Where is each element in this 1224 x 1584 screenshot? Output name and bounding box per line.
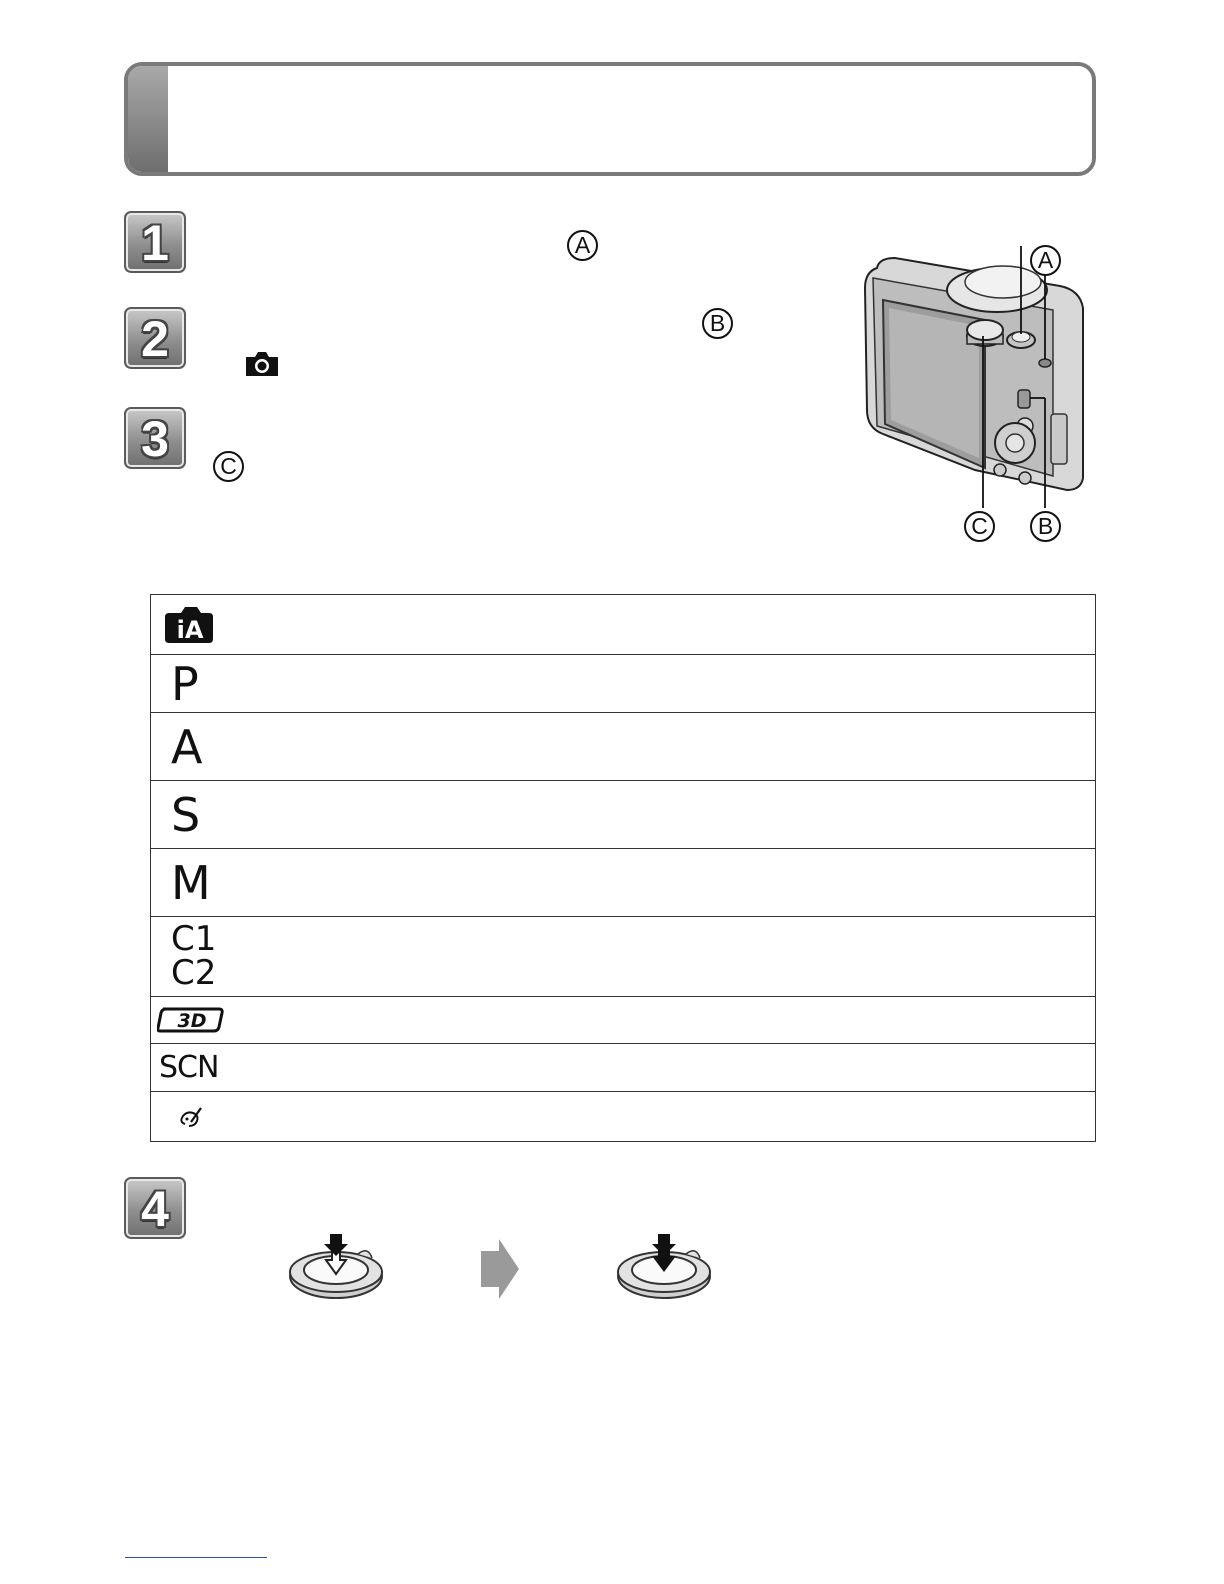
step-3-number: 3 xyxy=(141,411,169,467)
footer-link-underline[interactable] xyxy=(125,1557,267,1558)
mode-row-program xyxy=(151,655,1095,713)
callout-b-inline: B xyxy=(702,308,733,339)
3d-photo-icon xyxy=(157,997,227,1043)
scene-mode-icon: SCN xyxy=(159,1050,219,1085)
program-ae-icon: P xyxy=(171,656,199,711)
mode-row-scene xyxy=(151,1044,1095,1092)
mode-row-3d xyxy=(151,997,1095,1044)
step-4-number: 4 xyxy=(141,1181,169,1237)
manual-exposure-icon: M xyxy=(171,855,211,910)
svg-text:3D: 3D xyxy=(177,1010,207,1032)
intelligent-auto-icon xyxy=(157,595,227,654)
camera-illustration xyxy=(855,238,1095,548)
mode-row-intelligent-auto xyxy=(151,595,1095,655)
section-title-banner xyxy=(124,62,1096,176)
svg-text:iA: iA xyxy=(176,615,204,644)
step-1-number: 1 xyxy=(141,215,169,271)
mode-row-creative-control xyxy=(151,1092,1095,1141)
step-4-badge xyxy=(124,1177,186,1239)
creative-control-icon xyxy=(157,1092,227,1141)
callout-c-figure: C xyxy=(964,511,995,542)
shutter-half-press-icon xyxy=(286,1232,386,1302)
callout-a-figure: A xyxy=(1030,245,1061,276)
callout-a-inline: A xyxy=(567,230,598,261)
shutter-priority-icon: S xyxy=(171,787,201,842)
banner-accent-bar xyxy=(128,66,168,172)
arrow-right-icon xyxy=(479,1237,521,1301)
mode-row-custom xyxy=(151,917,1095,997)
mode-row-aperture xyxy=(151,713,1095,781)
mode-row-shutter xyxy=(151,781,1095,849)
aperture-priority-icon: A xyxy=(171,719,203,774)
callout-c-inline: C xyxy=(213,451,244,482)
camera-icon xyxy=(243,349,281,379)
step-2-number: 2 xyxy=(141,311,169,367)
step-2-badge xyxy=(124,307,186,369)
step-3-badge xyxy=(124,407,186,469)
step-1-badge xyxy=(124,211,186,273)
recording-mode-table xyxy=(150,594,1096,1142)
mode-row-manual xyxy=(151,849,1095,917)
custom-mode-icon: C1 C2 xyxy=(171,919,217,993)
shutter-full-press-icon xyxy=(614,1232,714,1302)
callout-b-figure: B xyxy=(1030,511,1061,542)
